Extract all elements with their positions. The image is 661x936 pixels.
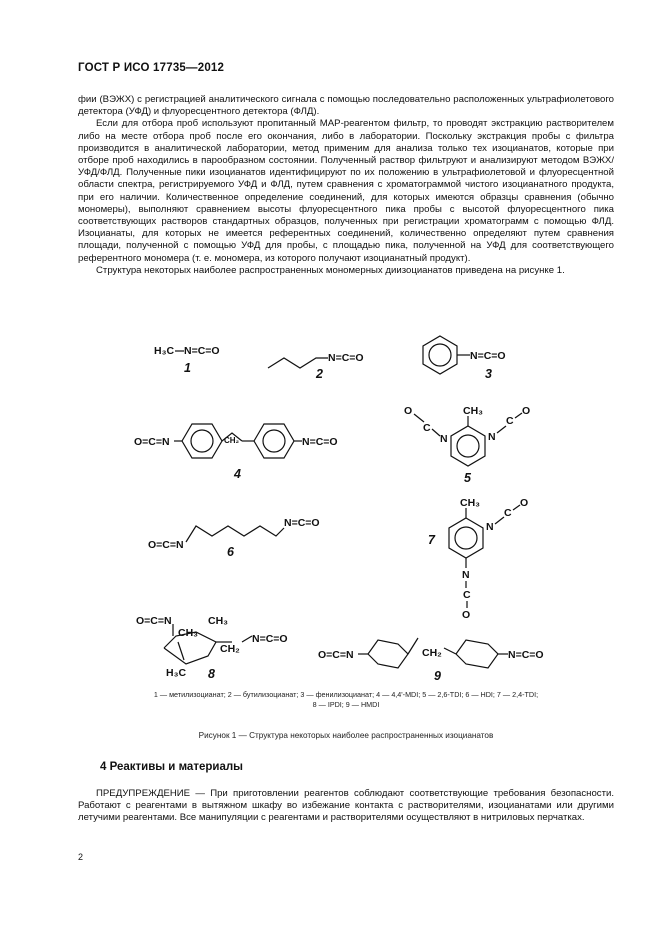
bond (414, 414, 424, 422)
structure-number-3: 3 (485, 367, 492, 381)
cyclohexane-ring-right (456, 640, 498, 668)
ch2-label: CH₂ (422, 647, 442, 659)
structures-svg (78, 330, 614, 690)
benzene-ring (254, 424, 294, 458)
structure-number-8: 8 (208, 667, 215, 681)
structure-8-ipdi (136, 615, 288, 681)
bridge-bond (178, 642, 184, 660)
structure-7-tdi (428, 497, 528, 621)
bond (495, 517, 504, 524)
cyclohexane-ring-left (368, 640, 408, 668)
ch2-label: CH₂ (220, 643, 240, 655)
bond (515, 413, 522, 418)
c-label-bottom: C (463, 589, 471, 601)
warning-text: ПРЕДУПРЕЖДЕНИЕ — При приготовлении реагентов соблюдают соответствующие требования безопасности. Работают с реагентами в вытяжном шкафу во избежание контакта с растворителями, изоцианатами или другими летучими реагентами. Все манипуляции с реагентами и растворителями осуществляют в нитриловых перчатках. (78, 788, 614, 824)
bond (432, 429, 440, 436)
n-label-bottom: N (462, 569, 470, 581)
structure-number-7: 7 (428, 533, 435, 547)
structure-number-6: 6 (227, 545, 234, 559)
structure-6-hdi (148, 517, 320, 559)
structure-number-1: 1 (184, 361, 191, 375)
h3c-label: H₃C (166, 667, 187, 679)
ocn-label-left: O (404, 405, 413, 417)
c-label: C (423, 422, 431, 434)
figure-legend (78, 690, 614, 710)
nco-label: N=C=O (328, 352, 364, 364)
n-label: N (486, 521, 494, 533)
ch3-label: CH₃ (178, 627, 199, 639)
ocn-label: O=C=N (148, 539, 184, 551)
benzene-ring (423, 336, 457, 374)
nco-label: N=C=O (470, 350, 506, 362)
structure-number-9: 9 (434, 669, 441, 683)
c-label: C (506, 415, 514, 427)
document-header: ГОСТ Р ИСО 17735—2012 (78, 62, 225, 74)
aromatic-circle (457, 435, 479, 457)
paragraph-continuation: фии (ВЭЖХ) с регистрацией аналитического сигнала с помощью последовательно расположенных ультрафиолетового детектора (УФД) и флуоресцентного детектора (ФЛД). (78, 94, 614, 118)
legend-line-2: 8 — IPDI; 9 — HMDI (312, 700, 380, 709)
aromatic-circle (455, 527, 477, 549)
body-text (78, 94, 614, 277)
structure-number-2: 2 (316, 367, 323, 381)
ch3-label-top: CH₃ (208, 615, 229, 627)
h3c-label: H₃C (154, 345, 175, 357)
benzene-ring (182, 424, 222, 458)
bond (408, 638, 418, 654)
nco-label: N=C=O (252, 633, 288, 645)
aromatic-circle (191, 430, 213, 452)
ch3-label: CH₃ (460, 497, 481, 509)
page-number: 2 (78, 852, 84, 862)
o-label: O (520, 497, 529, 509)
paragraph-method: Если для отбора проб используют пропитанный МАР-реагентом фильтр, то проводят экстракцию растворителем либо на месте отбора проб после его окончания, либо в лаборатории. Поскольку экстракция пробы с фильтра производится в аналитической лаборатории, метод применим для анализа только тех изоцианатов, которые при отборе проб находились в парообразном состоянии. Полученный раствор фильтруют и анализируют методом ВЭЖХ/УФД/ФЛД. Полученные пики изоцианатов идентифицируют по их положению в ультрафиолетовой и флуоресцентной области спектра, регистрируемого УФД и ФЛД, путем сравнения с хроматограммой чистого изоцианатного продукта, при его наличии. Количественное определение соединений, для которых имеются образцы сравнения (обычно мономеры), выполняют сравнением высоты флуоресцентного пика пробы с высотой флуоресцентного пика соответствующих растворов стандартных образцов, полученных при регистрации хроматограмм с помощью ФЛД. Изоцианаты, для которых не имеется референтных соединений, количественно определяют путем сравнения площади, полученной с помощью УФД для пробы, с площадью пика, полученной на УФД для соответствующего референтного мономера (т. е. мономера, из которого получают изоцианатный продукт). (78, 118, 614, 264)
nco-label: N=C=O (284, 517, 320, 529)
o-label: O (522, 405, 531, 417)
structure-number-4: 4 (234, 467, 241, 481)
structure-2-butyl-isocyanate (268, 352, 364, 381)
nco-label: N=C=O (508, 649, 544, 661)
isocyanate-structures-figure (78, 330, 614, 690)
aromatic-circle (429, 344, 451, 366)
o-label-bottom: O (462, 609, 471, 621)
figure-caption: Рисунок 1 — Структура некоторых наиболее распространенных изоцианатов (198, 731, 494, 740)
structure-5-tdi (404, 405, 530, 485)
bond (513, 505, 520, 510)
warning-block (78, 788, 614, 825)
nco-label: N=C=O (184, 345, 220, 357)
c-label: C (504, 507, 512, 519)
section-title: 4 Реактивы и материалы (100, 761, 243, 773)
paragraph-figure-intro: Структура некоторых наиболее распространенных мономерных диизоцианатов приведена на рисунке 1. (96, 264, 565, 276)
bond (497, 426, 506, 433)
n-label: N (440, 433, 448, 445)
structure-3-phenyl-isocyanate (423, 336, 506, 381)
hexamethylene-chain (186, 526, 284, 542)
bond (242, 636, 252, 642)
ch2-label: CH₂ (224, 436, 240, 445)
structure-number-5: 5 (464, 471, 471, 485)
ocn-label: O=C=N (136, 615, 172, 627)
benzene-ring (451, 426, 485, 466)
aromatic-circle (263, 430, 285, 452)
ocn-label: O=C=N (318, 649, 354, 661)
benzene-ring (449, 518, 483, 558)
structure-4-mdi (134, 424, 338, 481)
n-label-right: N (488, 431, 496, 443)
legend-line-1: 1 — метилизоцианат; 2 — бутилизоцианат; 3 — фенилизоцианат; 4 — 4,4'-MDI; 5 — 2,6-TDI; 6 — HDI; 7 — 2,4-TDI; (153, 690, 539, 699)
ocn-label: O=C=N (134, 436, 170, 448)
nco-label: N=C=O (302, 436, 338, 448)
structure-1-methyl-isocyanate (154, 345, 220, 375)
ch3-label: CH₃ (463, 405, 484, 417)
structure-9-hmdi (318, 638, 544, 683)
bond (444, 648, 456, 654)
